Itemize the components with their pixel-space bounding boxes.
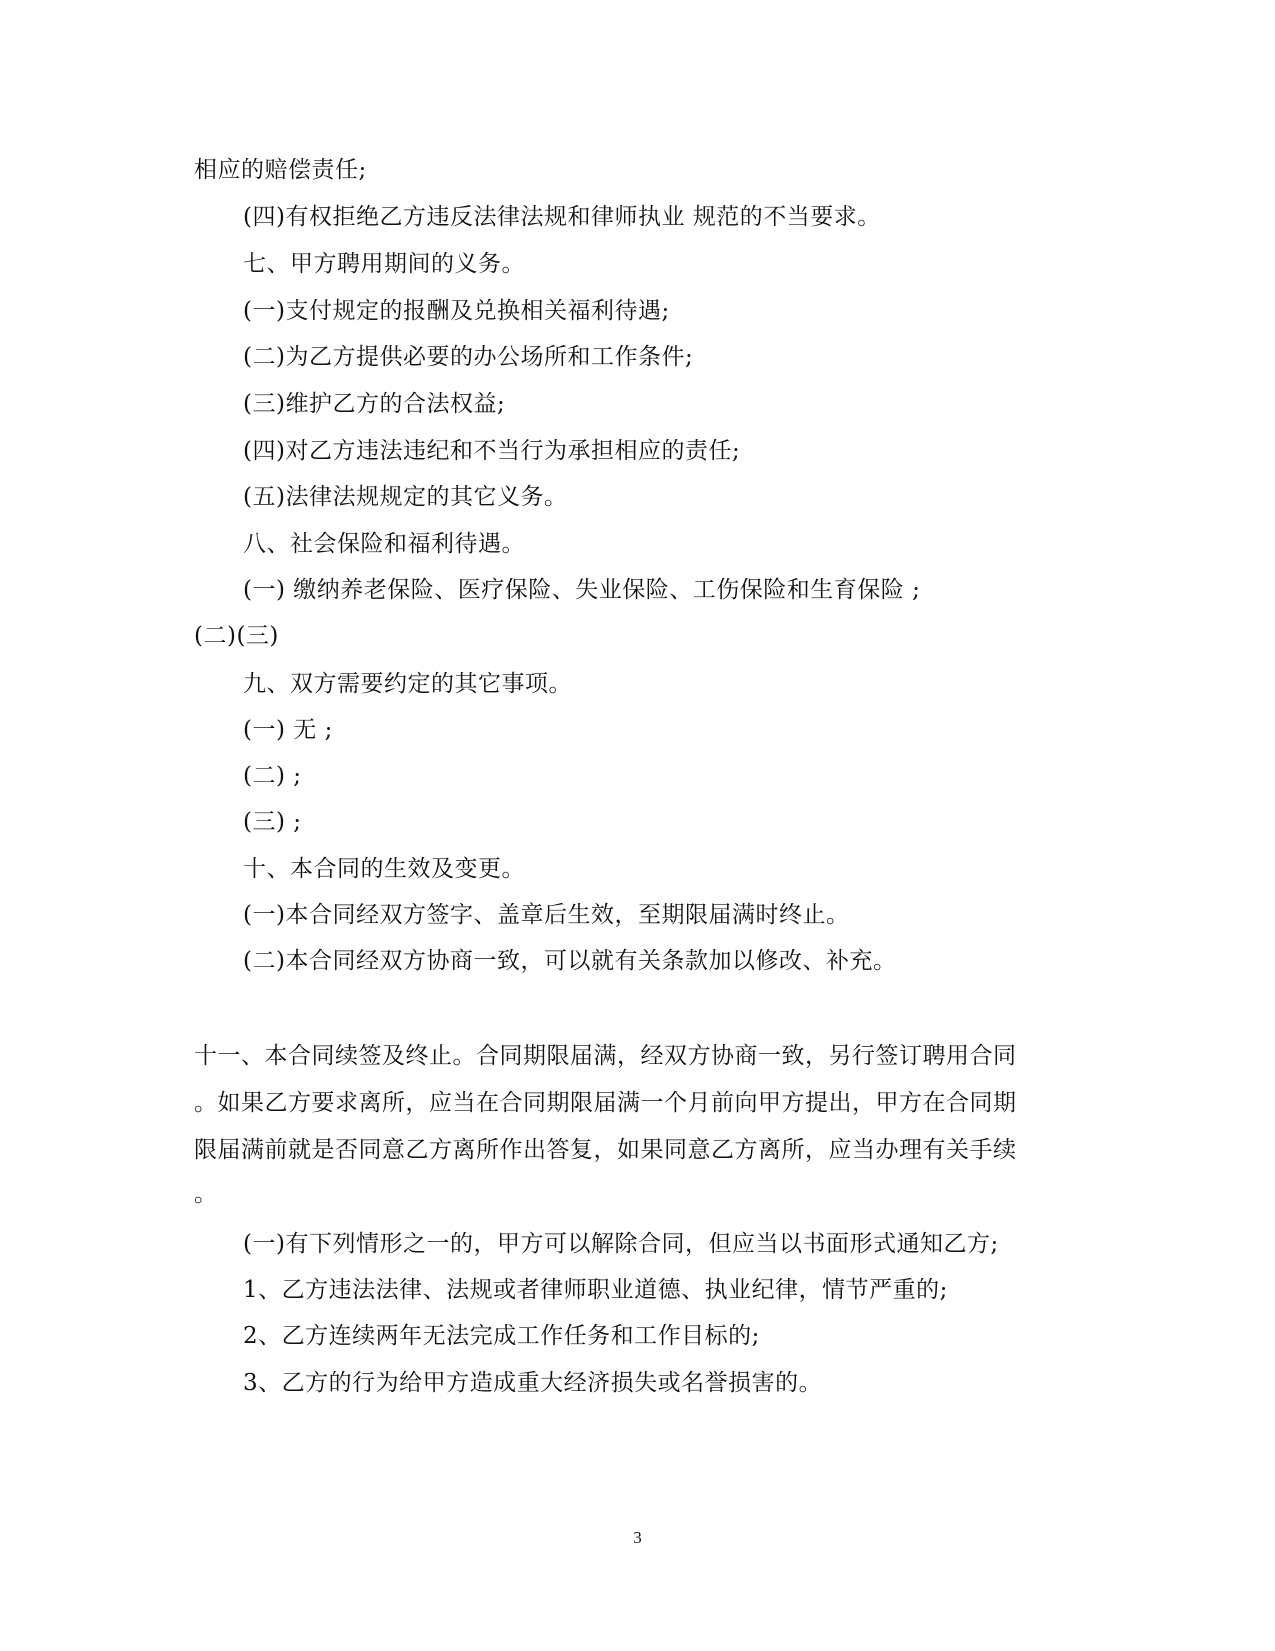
text-line: (二)为乙方提供必要的办公场所和工作条件; (243, 344, 694, 370)
text-line: (三)维护乙方的合法权益; (243, 391, 506, 417)
page-number: 3 (633, 1528, 642, 1547)
list-item: 1、乙方违法法律、法规或者律师职业道德、执业纪律，情节严重的; (243, 1277, 948, 1303)
section-heading: 七、甲方聘用期间的义务。 (243, 251, 525, 277)
list-item: 2、乙方连续两年无法完成工作任务和工作目标的; (243, 1323, 760, 1349)
text-line: (四)对乙方违法违纪和不当行为承担相应的责任; (243, 438, 741, 464)
text-line: (一)支付规定的报酬及兑换相关福利待遇; (243, 298, 670, 324)
text-line: (一)有下列情形之一的，甲方可以解除合同，但应当以书面形式通知乙方; (243, 1231, 999, 1257)
text-line: 。如果乙方要求离所，应当在合同期限届满一个月前向甲方提出，甲方在合同期 (194, 1090, 1017, 1116)
section-heading: 十、本合同的生效及变更。 (243, 856, 525, 882)
text-line: (一)本合同经双方签字、盖章后生效，至期限届满时终止。 (243, 902, 850, 928)
text-line: (四)有权拒绝乙方违反法律法规和律师执业 规范的不当要求。 (243, 204, 881, 230)
section-heading: 八、社会保险和福利待遇。 (243, 531, 525, 557)
list-item: 3、乙方的行为给甲方造成重大经济损失或名誉损害的。 (243, 1370, 823, 1396)
text-line: 限届满前就是否同意乙方离所作出答复，如果同意乙方离所，应当办理有关手续 (194, 1137, 1017, 1163)
text-line: 相应的赔偿责任; (194, 157, 367, 183)
text-line: (一) 缴纳养老保险、医疗保险、失业保险、工伤保险和生育保险 ; (243, 577, 921, 603)
section-heading: 十一、本合同续签及终止。合同期限届满，经双方协商一致，另行签订聘用合同 (194, 1043, 1017, 1069)
text-line: (二) ; (243, 763, 302, 789)
text-line: (三) ; (243, 809, 302, 835)
text-line: (二)本合同经双方协商一致，可以就有关条款加以修改、补充。 (243, 948, 897, 974)
text-line: (一) 无 ; (243, 717, 333, 743)
text-line: (二)(三) (194, 623, 279, 649)
section-heading: 九、双方需要约定的其它事项。 (243, 671, 572, 697)
text-line: (五)法律法规规定的其它义务。 (243, 484, 568, 510)
text-line: 。 (194, 1181, 218, 1207)
